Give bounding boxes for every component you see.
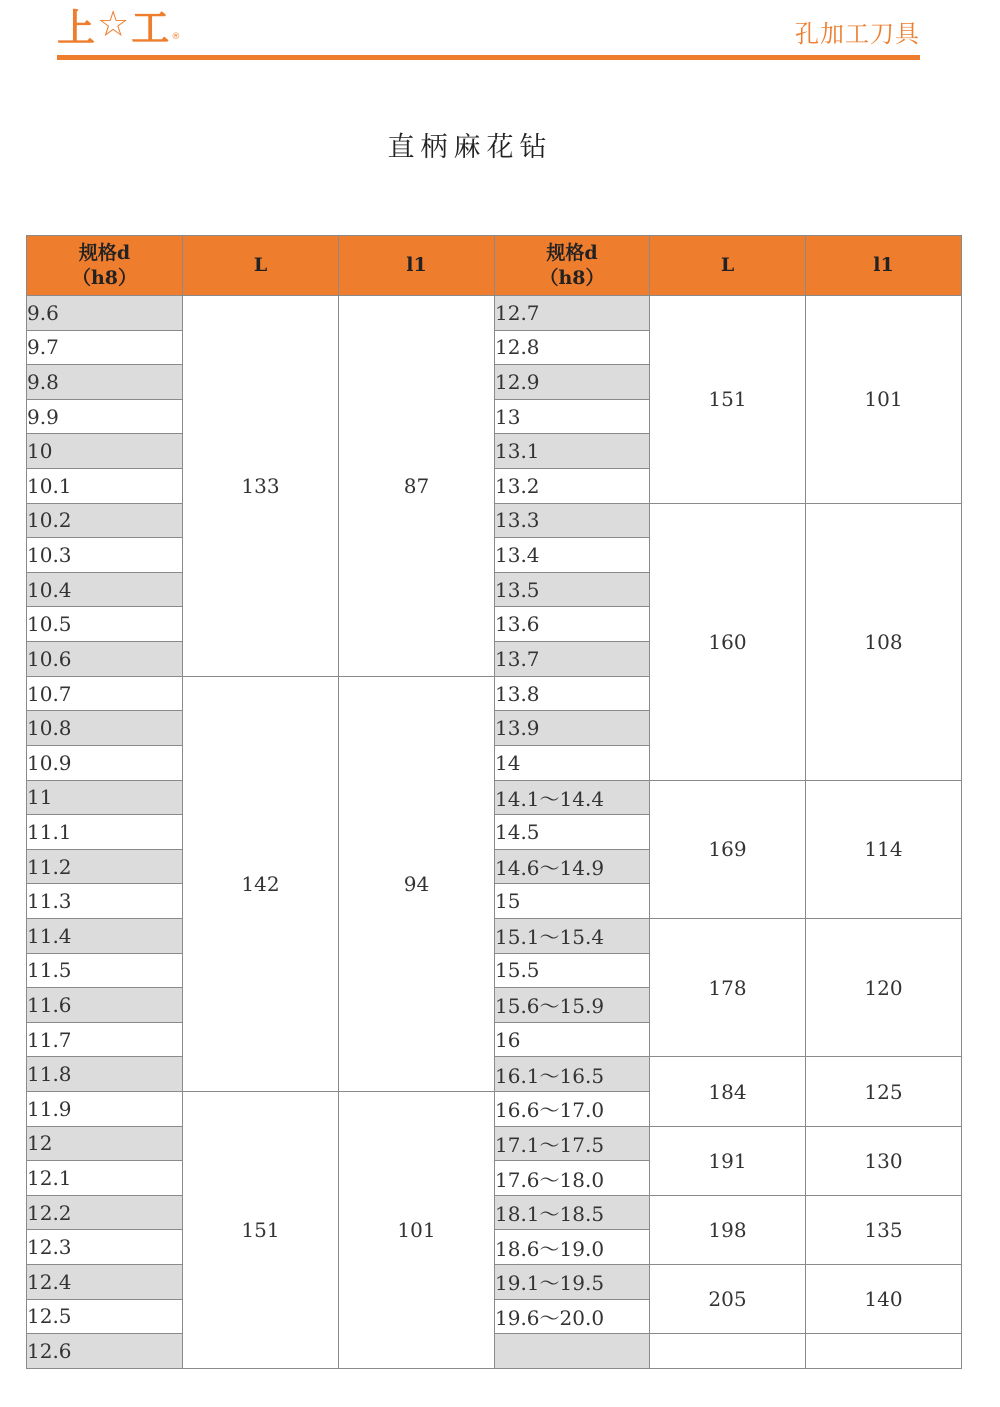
diameter-cell: 19.6～20.0 bbox=[495, 1299, 650, 1334]
star-icon: ☆ bbox=[97, 3, 130, 45]
length-cell: 198 bbox=[650, 1195, 806, 1264]
length-cell: 184 bbox=[650, 1057, 806, 1126]
diameter-cell: 13.9 bbox=[495, 711, 650, 746]
header-diameter-left: 规格d （h8） bbox=[27, 236, 183, 296]
header-divider bbox=[57, 55, 920, 60]
header-flute-length-left: l1 bbox=[339, 236, 495, 296]
diameter-cell: 12.8 bbox=[495, 330, 650, 365]
flute-length-cell: 125 bbox=[806, 1057, 962, 1126]
header-length-left: L bbox=[183, 236, 339, 296]
diameter-cell: 17.6～18.0 bbox=[495, 1161, 650, 1196]
diameter-cell: 14.1～14.4 bbox=[495, 780, 650, 815]
diameter-cell: 18.1～18.5 bbox=[495, 1195, 650, 1230]
table-row bbox=[27, 1057, 962, 1092]
table-row bbox=[27, 1265, 962, 1300]
diameter-cell: 9.9 bbox=[27, 399, 183, 434]
diameter-cell: 10.8 bbox=[27, 711, 183, 746]
diameter-cell: 13.3 bbox=[495, 503, 650, 538]
logo-char-right: 工 bbox=[131, 5, 170, 50]
table-row bbox=[27, 1126, 962, 1161]
diameter-cell: 18.6～19.0 bbox=[495, 1230, 650, 1265]
registered-mark: ® bbox=[171, 32, 181, 42]
length-cell: 160 bbox=[650, 503, 806, 780]
diameter-cell: 10.7 bbox=[27, 676, 183, 711]
brand-logo bbox=[57, 0, 180, 48]
flute-length-cell: 135 bbox=[806, 1195, 962, 1264]
diameter-cell: 11.8 bbox=[27, 1057, 183, 1092]
logo-char-left: 上 bbox=[57, 5, 96, 50]
diameter-cell: 9.7 bbox=[27, 330, 183, 365]
length-cell: 151 bbox=[183, 1092, 339, 1369]
length-cell: 133 bbox=[183, 296, 339, 677]
diameter-cell: 12.2 bbox=[27, 1195, 183, 1230]
diameter-cell bbox=[495, 1334, 650, 1369]
diameter-cell: 13.4 bbox=[495, 538, 650, 573]
length-cell: 169 bbox=[650, 780, 806, 918]
table-row bbox=[27, 1195, 962, 1230]
diameter-cell: 17.1～17.5 bbox=[495, 1126, 650, 1161]
table-header-row bbox=[27, 236, 962, 296]
diameter-cell: 15.1～15.4 bbox=[495, 918, 650, 953]
spec-table-body bbox=[27, 296, 962, 1369]
diameter-cell: 12.7 bbox=[495, 296, 650, 331]
header-flute-length-right: l1 bbox=[806, 236, 962, 296]
diameter-cell: 10.1 bbox=[27, 469, 183, 504]
table-row bbox=[27, 1334, 962, 1369]
diameter-cell: 13.7 bbox=[495, 642, 650, 677]
diameter-cell: 13.5 bbox=[495, 572, 650, 607]
diameter-cell: 16.6～17.0 bbox=[495, 1092, 650, 1127]
diameter-cell: 12.4 bbox=[27, 1265, 183, 1300]
category-label: 孔加工刀具 bbox=[795, 20, 920, 48]
diameter-cell: 10 bbox=[27, 434, 183, 469]
diameter-cell: 9.8 bbox=[27, 365, 183, 400]
diameter-cell: 13.2 bbox=[495, 469, 650, 504]
flute-length-cell: 94 bbox=[339, 676, 495, 1091]
length-cell: 142 bbox=[183, 676, 339, 1091]
flute-length-cell: 114 bbox=[806, 780, 962, 918]
spec-table bbox=[26, 235, 962, 1369]
length-cell: 178 bbox=[650, 918, 806, 1056]
flute-length-cell: 108 bbox=[806, 503, 962, 780]
flute-length-cell: 87 bbox=[339, 296, 495, 677]
length-cell: 205 bbox=[650, 1265, 806, 1334]
diameter-cell: 12 bbox=[27, 1126, 183, 1161]
diameter-cell: 10.5 bbox=[27, 607, 183, 642]
diameter-cell: 13.6 bbox=[495, 607, 650, 642]
diameter-cell: 11.4 bbox=[27, 918, 183, 953]
diameter-cell: 14.5 bbox=[495, 815, 650, 850]
table-row bbox=[27, 918, 962, 953]
diameter-cell: 12.1 bbox=[27, 1161, 183, 1196]
header-diameter-right: 规格d （h8） bbox=[495, 236, 650, 296]
diameter-cell: 16.1～16.5 bbox=[495, 1057, 650, 1092]
diameter-cell: 12.6 bbox=[27, 1334, 183, 1369]
diameter-cell: 12.9 bbox=[495, 365, 650, 400]
diameter-cell: 10.9 bbox=[27, 745, 183, 780]
table-row bbox=[27, 503, 962, 538]
diameter-cell: 14.6～14.9 bbox=[495, 849, 650, 884]
diameter-cell: 11.6 bbox=[27, 988, 183, 1023]
diameter-cell: 11.1 bbox=[27, 815, 183, 850]
diameter-cell: 11.7 bbox=[27, 1022, 183, 1057]
flute-length-cell: 130 bbox=[806, 1126, 962, 1195]
flute-length-cell: 120 bbox=[806, 918, 962, 1056]
flute-length-cell: 101 bbox=[806, 296, 962, 504]
diameter-cell: 11.9 bbox=[27, 1092, 183, 1127]
diameter-cell: 12.5 bbox=[27, 1299, 183, 1334]
diameter-cell: 14 bbox=[495, 745, 650, 780]
diameter-cell: 11.2 bbox=[27, 849, 183, 884]
diameter-cell: 11.3 bbox=[27, 884, 183, 919]
length-cell bbox=[650, 1334, 806, 1369]
diameter-cell: 19.1～19.5 bbox=[495, 1265, 650, 1300]
table-row bbox=[27, 296, 962, 331]
length-cell: 191 bbox=[650, 1126, 806, 1195]
diameter-cell: 16 bbox=[495, 1022, 650, 1057]
diameter-cell: 13 bbox=[495, 399, 650, 434]
diameter-cell: 15.6～15.9 bbox=[495, 988, 650, 1023]
diameter-cell: 11 bbox=[27, 780, 183, 815]
diameter-cell: 9.6 bbox=[27, 296, 183, 331]
header-length-right: L bbox=[650, 236, 806, 296]
page-title: 直柄麻花钻 bbox=[387, 132, 553, 163]
diameter-cell: 13.1 bbox=[495, 434, 650, 469]
diameter-cell: 15 bbox=[495, 884, 650, 919]
diameter-cell: 13.8 bbox=[495, 676, 650, 711]
flute-length-cell bbox=[806, 1334, 962, 1369]
length-cell: 151 bbox=[650, 296, 806, 504]
diameter-cell: 12.3 bbox=[27, 1230, 183, 1265]
diameter-cell: 10.6 bbox=[27, 642, 183, 677]
flute-length-cell: 140 bbox=[806, 1265, 962, 1334]
diameter-cell: 10.2 bbox=[27, 503, 183, 538]
table-row bbox=[27, 780, 962, 815]
diameter-cell: 10.4 bbox=[27, 572, 183, 607]
diameter-cell: 10.3 bbox=[27, 538, 183, 573]
diameter-cell: 11.5 bbox=[27, 953, 183, 988]
diameter-cell: 15.5 bbox=[495, 953, 650, 988]
flute-length-cell: 101 bbox=[339, 1092, 495, 1369]
page-header bbox=[57, 0, 920, 62]
